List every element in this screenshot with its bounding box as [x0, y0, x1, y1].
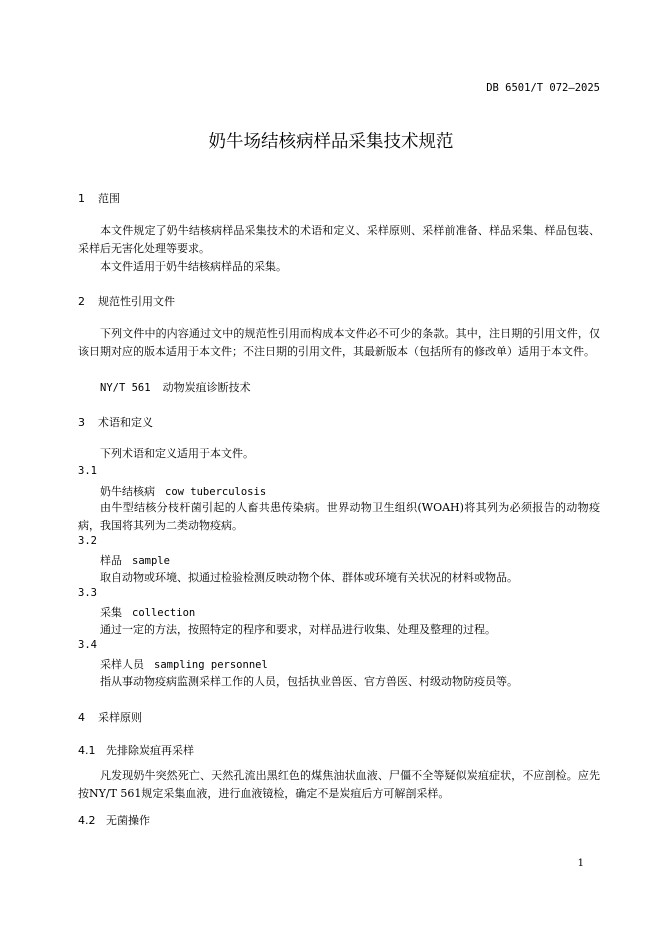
- section-2-heading: [78, 293, 175, 309]
- reference-title: 动物炭疽诊断技术: [162, 381, 251, 394]
- section-1-paragraph-1: 本文件规定了奶牛结核病样品采集技术的术语和定义、采样原则、采样前准备、样品采集、样品包装、采样后无害化处理等要求。: [78, 224, 600, 255]
- section-4-heading: [78, 709, 142, 725]
- section-number: 4: [78, 711, 85, 724]
- term-definition: 通过一定的方法，按照特定的程序和要求，对样品进行收集、处理及整理的过程。: [100, 623, 496, 636]
- term-definition: 指从事动物疫病监测采样工作的人员，包括执业兽医、官方兽医、村级动物防疫员等。: [100, 675, 518, 688]
- term-heading: [100, 483, 266, 499]
- section-3-intro: 下列术语和定义适用于本文件。: [100, 447, 254, 460]
- subsection-4-2-heading: [78, 812, 150, 828]
- document-title: 奶牛场结核病样品采集技术规范: [208, 132, 454, 152]
- section-3-heading: [78, 414, 153, 430]
- section-2-paragraph-1: 下列文件中的内容通过文中的规范性引用而构成本文件必不可少的条款。其中，注日期的引用文件，仅该日期对应的版本适用于本文件；不注日期的引用文件，其最新版本（包括所有的修改单）适用于本文件。: [78, 327, 600, 358]
- term-number: 3.3: [78, 587, 97, 599]
- term-english: sample: [132, 555, 170, 567]
- term-chinese: 样品: [100, 554, 122, 567]
- term-number: 3.1: [78, 465, 97, 477]
- document-code: DB 6501/T 072—2025: [486, 82, 600, 94]
- term-chinese: 奶牛结核病: [100, 485, 155, 498]
- section-title: 术语和定义: [98, 416, 153, 429]
- subsection-4-1-heading: [78, 742, 194, 758]
- term-heading: [100, 552, 170, 568]
- section-title: 范围: [98, 192, 120, 205]
- page-number: 1: [577, 858, 584, 869]
- term-english: cow tuberculosis: [165, 486, 267, 498]
- term-english: collection: [132, 607, 196, 619]
- section-1-paragraph-2: 本文件适用于奶牛结核病样品的采集。: [100, 260, 287, 273]
- term-definition: 由牛型结核分枝杆菌引起的人畜共患传染病。世界动物卫生组织(WOAH)将其列为必须报告的动物疫病，我国将其列为二类动物疫病。: [78, 501, 600, 532]
- term-chinese: 采样人员: [100, 658, 144, 671]
- section-number: 2: [78, 295, 85, 308]
- subsection-title: 无菌操作: [106, 814, 150, 827]
- term-number: 3.4: [78, 639, 97, 651]
- subsection-4-1-paragraph: 凡发现奶牛突然死亡、天然孔流出黑红色的煤焦油状血液、尸僵不全等疑似炭疽症状，不应剖检。应先按NY/T 561规定采集血液，进行血液镜检，确定不是炭疽后方可解剖采样。: [78, 769, 600, 800]
- term-heading: [100, 656, 268, 672]
- subsection-number: 4.2: [78, 814, 96, 827]
- term-english: sampling personnel: [154, 659, 268, 671]
- section-number: 3: [78, 416, 85, 429]
- normative-reference: [100, 379, 251, 395]
- section-1-heading: [78, 190, 120, 206]
- subsection-title: 先排除炭疽再采样: [106, 744, 194, 757]
- reference-code: NY/T 561: [100, 382, 151, 394]
- term-number: 3.2: [78, 535, 97, 547]
- section-title: 采样原则: [98, 711, 142, 724]
- term-definition: 取自动物或环境、拟通过检验检测反映动物个体、群体或环境有关状况的材料或物品。: [100, 571, 518, 584]
- term-chinese: 采集: [100, 606, 122, 619]
- subsection-number: 4.1: [78, 744, 96, 757]
- term-heading: [100, 604, 195, 620]
- section-title: 规范性引用文件: [98, 295, 175, 308]
- section-number: 1: [78, 192, 85, 205]
